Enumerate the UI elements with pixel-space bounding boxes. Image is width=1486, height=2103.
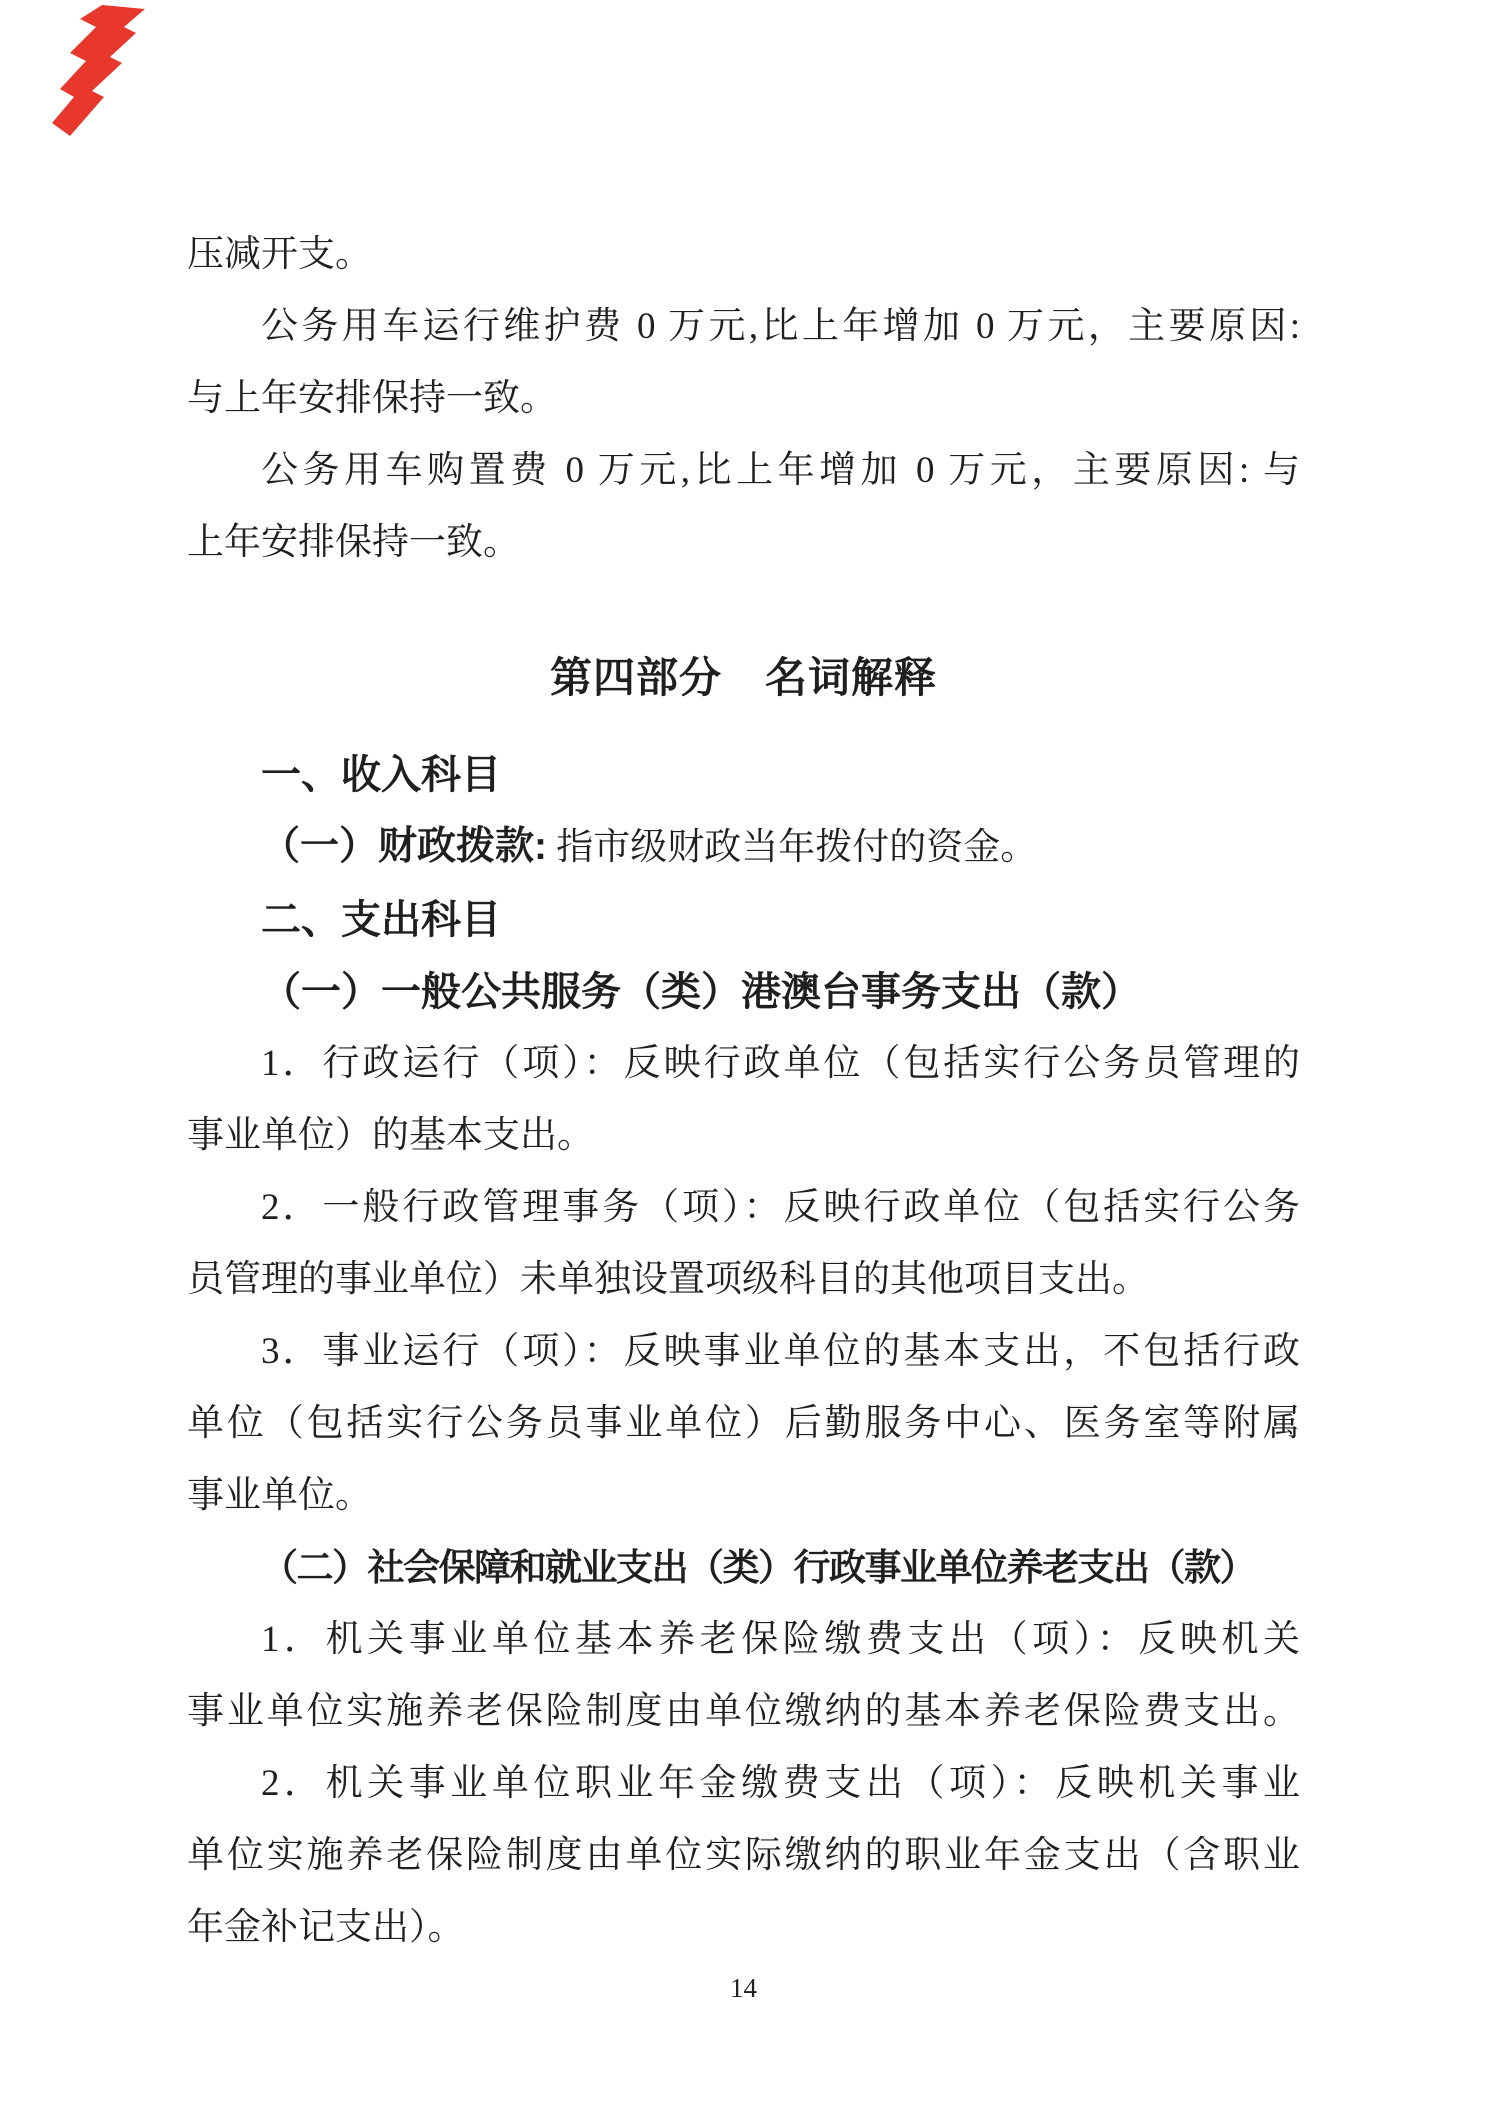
- text-line: 压减开支。: [187, 234, 372, 275]
- text-line: 公务用车购置费 0 万元,比上年增加 0 万元，主要原因: 与: [261, 450, 1300, 491]
- section-heading: 第四部分 名词解释: [549, 654, 937, 701]
- red-scribble-shape: [52, 5, 145, 136]
- text-line: 事业单位）的基本支出。: [187, 1115, 594, 1156]
- text-line: 事业单位。: [187, 1475, 372, 1516]
- definition-text: 指市级财政当年拨付的资金。: [547, 827, 1038, 868]
- text-line: 单位（包括实行公务员事业单位）后勤服务中心、医务室等附属: [187, 1403, 1300, 1444]
- subsection-title-expense: 二、支出科目: [261, 898, 501, 942]
- category-title: （二）社会保障和就业支出（类）行政事业单位养老支出（款）: [261, 1547, 1255, 1588]
- text-column: [187, 219, 1300, 2006]
- definition-line: [187, 811, 1300, 884]
- text-line: 年金补记支出）。: [187, 1907, 465, 1948]
- text-line: 单位实施养老保险制度由单位实际缴纳的职业年金支出（含职业: [187, 1835, 1300, 1876]
- text-line: 公务用车运行维护费 0 万元,比上年增加 0 万元，主要原因:: [261, 306, 1300, 347]
- text-line: 事业单位实施养老保险制度由单位缴纳的基本养老保险费支出。: [187, 1691, 1300, 1732]
- category-title: （一）一般公共服务（类）港澳台事务支出（款）: [261, 970, 1141, 1014]
- text-line: 2．机关事业单位职业年金缴费支出（项）：反映机关事业: [261, 1763, 1300, 1804]
- text-line: 1．行政运行（项）：反映行政单位（包括实行公务员管理的: [261, 1043, 1300, 1084]
- page-number: 14: [730, 1973, 757, 2003]
- text-line: 1．机关事业单位基本养老保险缴费支出（项）：反映机关: [261, 1619, 1300, 1660]
- bold-term: （一）财政拨款:: [261, 825, 547, 868]
- text-line: 上年安排保持一致。: [187, 522, 520, 563]
- text-line: 3．事业运行（项）：反映事业单位的基本支出，不包括行政: [261, 1331, 1300, 1372]
- subsection-title-income: 一、收入科目: [261, 753, 501, 797]
- text-line: 2．一般行政管理事务（项）：反映行政单位（包括实行公务: [261, 1187, 1300, 1228]
- text-line: 与上年安排保持一致。: [187, 378, 557, 419]
- text-line: 员管理的事业单位）未单独设置项级科目的其他项目支出。: [187, 1259, 1149, 1300]
- red-scribble-artifact: [40, 5, 146, 136]
